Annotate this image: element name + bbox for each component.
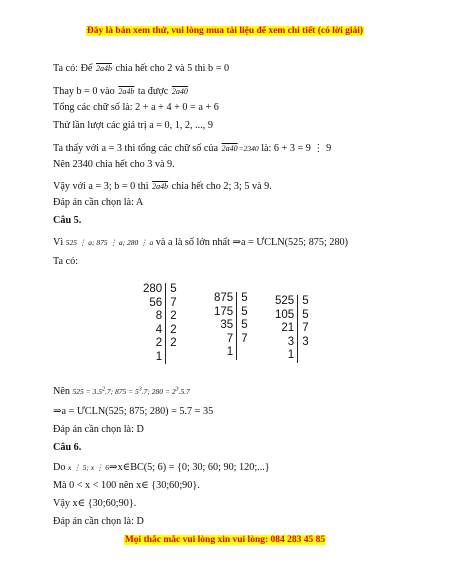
factor-divider (297, 349, 308, 363)
factor-quotient: 2 (155, 337, 163, 349)
line-17: Mà 0 < x < 100 nên x∈ {30;60;90}. (53, 480, 200, 491)
factor-divider (297, 295, 308, 309)
factor-quotient: 525 (275, 295, 295, 307)
factor-prime: 5 (170, 283, 177, 295)
heading-cau-6: Câu 6. (53, 442, 82, 453)
line-8: Đáp án cần chọn là: A (53, 197, 144, 208)
factor-quotient: 175 (214, 305, 234, 318)
line-2 (53, 85, 189, 98)
bottom-banner-text: Mọi thắc mắc vui lòng xin vui lòng: 084 283 45 85 (124, 535, 326, 545)
heading-cau-5: Câu 5. (53, 215, 82, 226)
text: ⇒x∈BC(5; 6) = {0; 30; 60; 90; 120;...} (109, 462, 270, 473)
factor-quotient: 1 (287, 349, 295, 361)
equation: =2340 (238, 144, 259, 153)
factor-quotient: 875 (214, 292, 234, 304)
factor-quotient: 7 (226, 332, 234, 345)
overline-number: 2a40 (221, 144, 238, 153)
factor-divider (297, 336, 308, 350)
factor-divider (236, 346, 247, 360)
line-13: ⇒a = ƯCLN(525; 875; 280) = 5.7 = 35 (53, 406, 214, 417)
text: chia hết cho 2; 3; 5 và 9. (171, 181, 272, 192)
factor-prime: 2 (170, 310, 177, 322)
factor-quotient: 4 (155, 323, 163, 336)
equation: x ⋮ 5; x ⋮ 6 (68, 463, 110, 472)
text: chia hết cho 2 và 5 thì b = 0 (115, 63, 230, 74)
top-banner (0, 25, 450, 37)
equation (73, 387, 190, 396)
factor-quotient: 1 (155, 350, 163, 363)
line-19: Đáp án cần chọn là: D (53, 516, 144, 527)
line-14: Đáp án cần chọn là: D (53, 424, 144, 435)
factor-table-525 (275, 295, 309, 363)
factor-divider (236, 292, 247, 306)
text: và a là số lớn nhất ⇒a = ƯCLN(525; 875; 280) (155, 237, 349, 248)
factor-divider (165, 283, 176, 297)
factor-divider (236, 306, 247, 320)
text: ta được (137, 86, 169, 97)
text: Vì (53, 237, 64, 248)
factor-quotient: 3 (287, 335, 295, 348)
factor-prime: 7 (302, 322, 309, 334)
text: là: 6 + 3 = 9 ⋮ 9 (261, 143, 332, 154)
factor-divider (236, 333, 247, 347)
factor-table-280 (143, 283, 177, 364)
factor-table-875 (214, 292, 248, 360)
factor-quotient: 35 (220, 319, 234, 331)
factor-quotient: 280 (143, 283, 163, 295)
text: Vậy với a = 3; b = 0 thì (53, 181, 149, 192)
exponent: 3 (175, 386, 179, 393)
factor-divider (297, 322, 308, 336)
overline-number: 2a4b (118, 87, 135, 96)
line-4: Thử lần lượt các giá trị a = 0, 1, 2, ..., 9 (53, 120, 213, 131)
line-16 (53, 461, 270, 474)
eq-part: .5.7 (178, 387, 190, 396)
factor-prime: 5 (302, 308, 309, 321)
factor-prime: 5 (241, 319, 248, 331)
eq-part: 525 = 3.5 (72, 387, 102, 396)
eq-part: .7; 875 = 5 (104, 387, 139, 396)
exponent: 3 (138, 386, 142, 393)
factor-divider (165, 310, 176, 324)
line-1 (53, 62, 229, 75)
line-7 (53, 180, 272, 193)
factor-prime: 7 (170, 296, 177, 309)
factor-divider (297, 309, 308, 323)
factor-prime: 5 (302, 295, 309, 307)
overline-number: 2a4b (152, 182, 169, 191)
factor-quotient: 8 (155, 310, 163, 322)
line-10 (53, 236, 348, 249)
equation: 525 ⋮ a; 875 ⋮ a; 280 ⋮ a (65, 238, 154, 247)
factor-divider (165, 351, 176, 365)
top-banner-text: Đây là bản xem thử, vui lòng mua tài liệu để xem chi tiết (có lời giải) (86, 26, 364, 36)
factor-divider (165, 324, 176, 338)
line-6: Nên 2340 chia hết cho 3 và 9. (53, 159, 175, 170)
factor-prime: 3 (302, 335, 309, 348)
line-3: Tổng các chữ số là: 2 + a + 4 + 0 = a + 6 (53, 102, 219, 113)
factor-quotient: 1 (226, 346, 234, 358)
factor-prime: 2 (170, 337, 177, 349)
factor-prime: 5 (241, 305, 248, 318)
overline-number: 2a4b (96, 64, 112, 73)
text: Do (53, 462, 66, 473)
text: Thay b = 0 vào (53, 86, 115, 97)
line-11: Ta có: (53, 256, 79, 267)
factor-divider (165, 337, 176, 351)
line-12 (53, 385, 190, 398)
factor-prime: 2 (170, 323, 177, 336)
factor-divider (165, 297, 176, 311)
factor-quotient: 56 (149, 296, 163, 309)
factor-prime: 7 (241, 332, 248, 345)
factor-prime: 5 (241, 292, 248, 304)
line-18: Vậy x∈ {30;60;90}. (53, 498, 137, 509)
eq-part: .7; 280 = 2 (141, 387, 176, 396)
factor-divider (236, 319, 247, 333)
text: Nên (53, 386, 70, 397)
line-5 (53, 142, 331, 155)
overline-number: 2a40 (171, 87, 188, 96)
exponent: 2 (101, 386, 105, 393)
factor-quotient: 105 (275, 308, 295, 321)
bottom-banner (0, 534, 450, 546)
text: Ta có: Để (53, 63, 93, 74)
text: Ta thấy với a = 3 thì tổng các chữ số của (53, 143, 219, 154)
factor-quotient: 21 (281, 322, 295, 334)
